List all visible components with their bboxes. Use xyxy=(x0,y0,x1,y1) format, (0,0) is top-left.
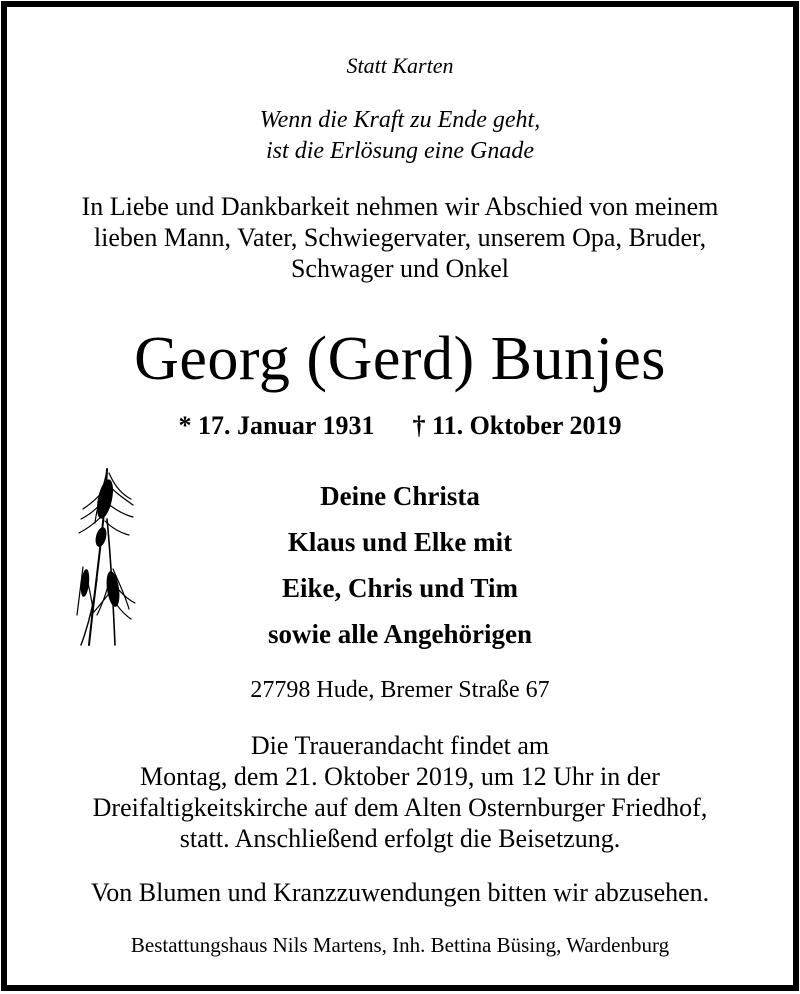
motto-line-1: Wenn die Kraft zu Ende geht, xyxy=(259,107,541,133)
flowers-note: Von Blumen und Kranzzuwendungen bitten wir abzusehen. xyxy=(90,878,710,907)
intro-line-2: lieben Mann, Vater, Schwiegervater, unserem Opa, Bruder, xyxy=(93,223,707,252)
birth-date: * 17. Januar 1931 xyxy=(178,411,375,440)
obituary-notice xyxy=(1,1,799,991)
statt-karten-label: Statt Karten xyxy=(346,53,454,78)
mourner-line: Deine Christa xyxy=(320,481,480,511)
life-dates xyxy=(7,411,793,441)
intro-line-1: In Liebe und Dankbarkeit nehmen wir Abschied von meinem xyxy=(81,192,719,221)
mourner-line: sowie alle Angehörigen xyxy=(268,619,532,649)
mourner-line: Eike, Chris und Tim xyxy=(281,573,519,603)
intro-line-3: Schwager und Onkel xyxy=(290,254,510,283)
service-line-2: Montag, dem 21. Oktober 2019, um 12 Uhr in der xyxy=(140,762,660,791)
service-line-4: statt. Anschließend erfolgt die Beisetzung. xyxy=(179,824,621,853)
family-address: 27798 Hude, Bremer Straße 67 xyxy=(250,677,550,703)
deceased-name: Georg (Gerd) Bunjes xyxy=(134,325,666,393)
service-line-1: Die Trauerandacht findet am xyxy=(250,731,550,760)
death-date: † 11. Oktober 2019 xyxy=(412,411,622,440)
mourner-line: Klaus und Elke mit xyxy=(287,527,513,557)
funeral-home: Bestattungshaus Nils Martens, Inh. Bettina Büsing, Wardenburg xyxy=(130,933,670,957)
service-line-3: Dreifaltigkeitskirche auf dem Alten Osternburger Friedhof, xyxy=(92,793,708,822)
motto-line-2: ist die Erlösung eine Gnade xyxy=(266,138,534,164)
